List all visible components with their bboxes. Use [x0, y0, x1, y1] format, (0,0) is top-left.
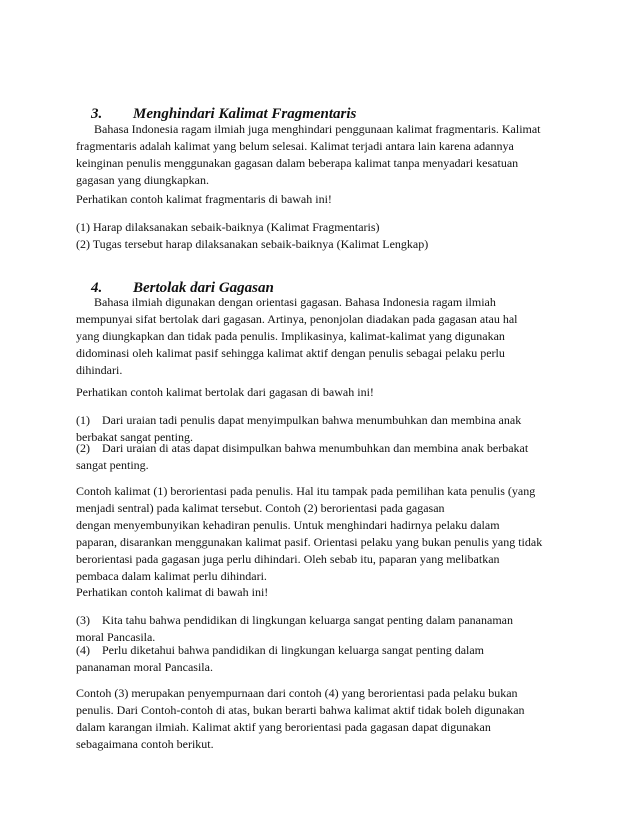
- example-number: (1): [76, 413, 90, 427]
- paragraph-line: sebagaimana contoh berikut.: [76, 737, 214, 751]
- paragraph-line: dihindari.: [76, 363, 123, 377]
- section-4-prompt-1: [76, 384, 568, 401]
- section-3-paragraph: [76, 121, 568, 189]
- example-text: sangat penting.: [76, 458, 149, 472]
- example-number: (3): [76, 613, 90, 627]
- paragraph-line: gagasan yang diungkapkan.: [76, 173, 209, 187]
- section-4-paragraph: [76, 294, 568, 379]
- section-3-prompt: [76, 191, 568, 208]
- prompt-text: Perhatikan contoh kalimat di bawah ini!: [76, 585, 269, 599]
- example-text: Dari uraian di atas dapat disimpulkan bahwa menumbuhkan dan membina anak berbakat: [102, 441, 529, 455]
- paragraph-line: menjadi sentral) pada kalimat tersebut. Contoh (2) berorientasi pada gagasan: [76, 501, 445, 515]
- paragraph-line: keinginan penulis menggunakan gagasan dalam beberapa kalimat tanpa menyadari kesatuan: [76, 156, 519, 170]
- paragraph-line: dalam karangan ilmiah. Kalimat aktif yang berorientasi pada gagasan dapat digunakan: [76, 720, 491, 734]
- paragraph-line: didominasi oleh kalimat pasif sehingga kalimat aktif dengan penulis sebagai pelaku perlu: [76, 346, 505, 360]
- example-text: pananaman moral Pancasila.: [76, 660, 213, 674]
- section-3-number: 3.: [91, 106, 103, 122]
- closing-paragraph: [76, 685, 568, 753]
- example-line: (1) Harap dilaksanakan sebaik-baiknya (Kalimat Fragmentaris): [76, 220, 380, 234]
- paragraph-line: Contoh (3) merupakan penyempurnaan dari contoh (4) yang berorientasi pada pelaku bukan: [76, 686, 518, 700]
- prompt-text: Perhatikan contoh kalimat fragmentaris di bawah ini!: [76, 192, 332, 206]
- paragraph-line: Bahasa ilmiah digunakan dengan orientasi gagasan. Bahasa Indonesia ragam ilmiah: [94, 295, 496, 309]
- paragraph-line: dengan menyembunyikan kehadiran penulis. Untuk menghindari hadirnya pelaku dalam: [76, 518, 500, 532]
- paragraph-line: penulis. Dari Contoh-contoh di atas, bukan berarti bahwa kalimat aktif tidak boleh digunakan: [76, 703, 525, 717]
- paragraph-line: pembaca dalam kalimat perlu dihindari.: [76, 569, 267, 583]
- example-number: (2): [76, 441, 90, 455]
- paragraph-line: Contoh kalimat (1) berorientasi pada penulis. Hal itu tampak pada pemilihan kata penulis (yang: [76, 484, 536, 498]
- section-4-title: Bertolak dari Gagasan: [133, 280, 274, 296]
- paragraph-line: fragmentaris adalah kalimat yang belum selesai. Kalimat terjadi antara lain karena adannya: [76, 139, 514, 153]
- explanation-paragraph: [76, 483, 568, 585]
- paragraph-line: yang diungkapkan dan tidak pada penulis. Implikasinya, kalimat-kalimat yang digunakan: [76, 329, 505, 343]
- section-3-examples: [76, 219, 568, 253]
- paragraph-line: berorientasi pada gagasan juga perlu dihindari. Oleh sebab itu, paparan yang melibatkan: [76, 552, 500, 566]
- section-4-number: 4.: [91, 280, 103, 296]
- paragraph-line: Bahasa Indonesia ragam ilmiah juga menghindari penggunaan kalimat fragmentaris. Kalimat: [94, 122, 541, 136]
- example-number: (4): [76, 643, 90, 657]
- example-4: [76, 642, 568, 676]
- example-text: berbakat sangat penting.: [76, 430, 193, 444]
- paragraph-line: mempunyai sifat bertolak dari gagasan. Artinya, penonjolan diadakan pada gagasan atau hal: [76, 312, 518, 326]
- prompt-text: Perhatikan contoh kalimat bertolak dari gagasan di bawah ini!: [76, 385, 374, 399]
- example-line: (2) Tugas tersebut harap dilaksanakan sebaik-baiknya (Kalimat Lengkap): [76, 237, 429, 251]
- example-3: [76, 612, 568, 646]
- example-text: Dari uraian tadi penulis dapat menyimpulkan bahwa menumbuhkan dan membina anak: [102, 413, 522, 427]
- example-text: moral Pancasila.: [76, 630, 156, 644]
- example-text: Perlu diketahui bahwa pandidikan di lingkungan keluarga sangat penting dalam: [102, 643, 485, 657]
- section-3-title: Menghindari Kalimat Fragmentaris: [133, 106, 357, 122]
- paragraph-line: paparan, disarankan menggunakan kalimat pasif. Orientasi pelaku yang bukan penulis yang tidak: [76, 535, 543, 549]
- example-2: [76, 440, 568, 474]
- example-text: Kita tahu bahwa pendidikan di lingkungan keluarga sangat penting dalam pananaman: [102, 613, 513, 627]
- section-4-prompt-2: [76, 584, 568, 601]
